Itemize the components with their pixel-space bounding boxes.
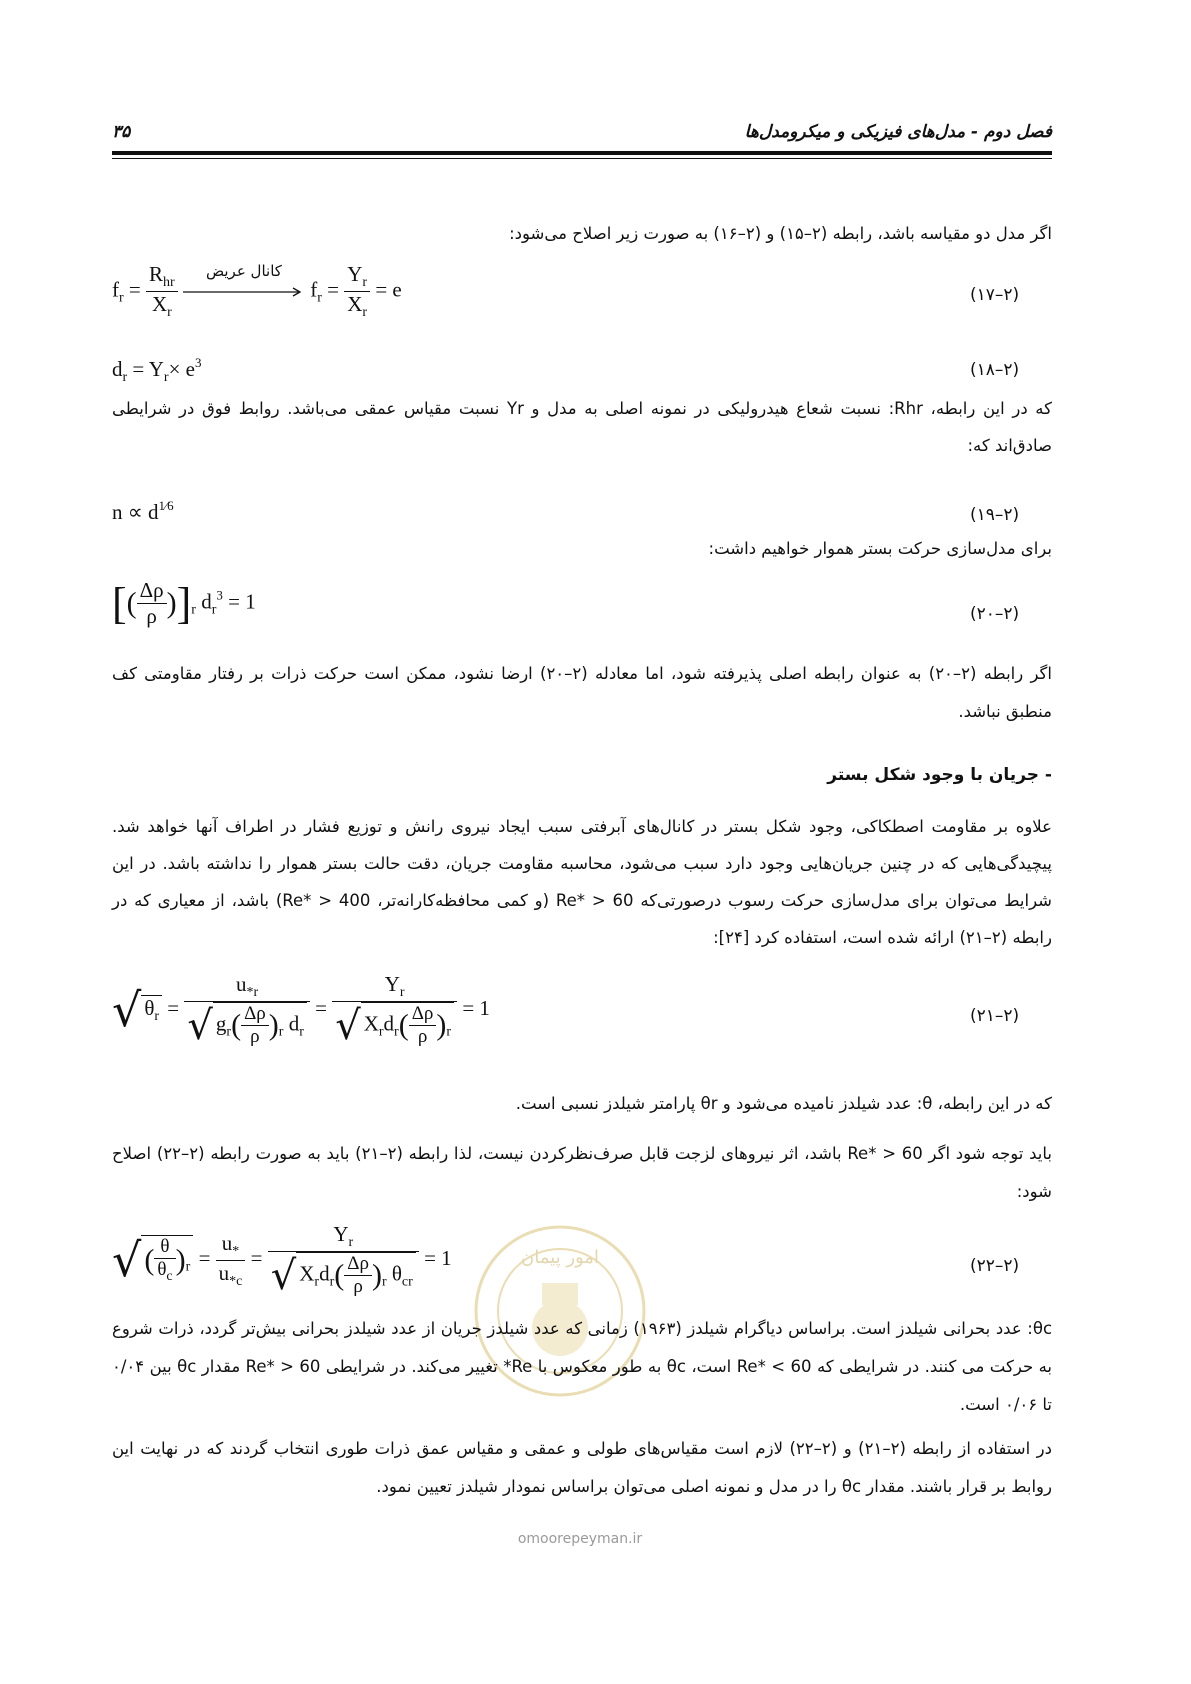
page-number: ۳۵ [112,122,131,142]
equation-number-20: (۲۰–۲) [970,604,1020,624]
paragraph-intro: اگر مدل دو مقیاسه باشد، رابطه (۲–۱۵) و (۲–۱۶) به صورت زیر اصلاح می‌شود: [509,224,1052,243]
equation-number-18: (۱۸–۲) [970,360,1020,380]
equation-number-17: (۱۷–۲) [970,285,1020,305]
paragraph-condition: اگر رابطه (۲–۲۰) به عنوان رابطه اصلی پذیرفته شود، اما معادله (۲–۲۰) ارضا نشود، ممکن است حرکت ذرات بر رفتار مقاومتی کف منطبق نباشد. [112,664,1052,721]
equation-17: $f_r$ = $\frac{R_{hr}}{X_r}$ کانال عریض $f_r$ = $\frac{Y_r}{X_r}$ = e [112,261,402,320]
equation-22: √ ( $\frac{\theta}{\theta_c}$ )$_r$ = $\frac{u_*}{u_{*c}}$ = $Y_r$ √ $X_rd_r$( $\frac{\Delta\rho}{\rho}$ )$_r$ $\theta_{cr}$ = 1 [112,1222,452,1299]
equation-number-19: (۱۹–۲) [970,505,1020,525]
equation-19: $n \propto d^{1⁄6}$ [112,498,174,524]
paragraph-smooth-bed: برای مدل‌سازی حرکت بستر هموار خواهیم داشت: [708,539,1052,558]
equation-20: [( $\frac{\Delta\rho}{\rho}$ )]$_r$ $d_r^3 = 1$ [112,578,256,628]
paragraph-shields: که در این رابطه، θ: عدد شیلدز نامیده می‌شود و θr پارامتر شیلدز نسبی است. [515,1094,1052,1113]
equation-18: $d_r = Y_r\times e^3$ [112,355,202,385]
paragraph-viscosity: باید توجه شود اگر Re* > 60 باشد، اثر نیروهای لزجت قابل صرف‌نظرکردن نیست، لذا رابطه (۲–۲۱) باید به صورت رابطه (۲–۲۲) اصلاح شود: [112,1144,1053,1201]
paragraph-bedform: علاوه بر مقاومت اصطکاکی، وجود شکل بستر در کانال‌های آبرفتی سبب ایجاد نیروی رانش و توزیع فشار در اطراف آنها خواهد شد. پیچیدگی‌هایی که در چنین جریان‌هایی وجود دارد سبب می‌شود، محاسبه مقاومت جریان، دقت حالت بستر هموار را نداشته باشد. در این شرایط می‌توان برای مدل‌سازی حرکت رسوب درصورتی‌که Re* > 60 (و کمی محافظه‌کارانه‌تر، Re* > 400) باشد، از معیاری که در رابطه (۲–۲۱) ارائه شده است، استفاده کرد [۲۴]: [112,817,1052,947]
header-rule-thin [112,158,1052,159]
paragraph-definitions: که در این رابطه، Rhr: نسبت شعاع هیدرولیکی در نمونه اصلی به مدل و Yr نسبت مقیاس عمقی می‌باشد. روابط فوق در شرایطی صادق‌اند که: [112,399,1052,455]
equation-number-21: (۲۱–۲) [970,1006,1020,1026]
header-rule-thick [112,151,1052,155]
equation-21: √ $\theta_r$ = $u_{*r}$ √ $g_r$( $\frac{\Delta\rho}{\rho}$ )$_r$ $d_r$ = $Y_r$ √ $X_rd_r$( $\frac{\Delta\rho}{\rho}$ )$_r$ = 1 [112,972,490,1049]
equation-number-22: (۲۲–۲) [970,1256,1020,1276]
chapter-title: فصل دوم - مدل‌های فیزیکی و میکرومدل‌ها [744,122,1052,142]
paragraph-critical-shields: θc: عدد بحرانی شیلدز است. براساس دیاگرام شیلدز (۱۹۶۳) زمانی که عدد شیلدز جریان از عدد شیلدز بحرانی بیش‌تر گردد، ذرات شروع به حرکت می کنند. در شرایطی که Re* < 60 است، θc به طور معکوس با Re* تغییر می‌کند. در شرایطی Re* > 60 مقدار θc بین ۰/۰۴ تا ۰/۰۶ است. [112,1319,1053,1414]
section-heading: - جریان با وجود شکل بستر [827,765,1052,785]
watermark-site: omoorepeyman.ir [517,1531,643,1547]
svg-text:امور پیمان: امور پیمان [521,1247,599,1268]
arrow-right-icon [183,286,305,298]
paragraph-scales: در استفاده از رابطه (۲–۲۱) و (۲–۲۲) لازم است مقیاس‌های طولی و عمقی و مقیاس عمق ذرات طوری انتخاب گردند که در نهایت این روابط بر قرار باشند. مقدار θc را در مدل و نمونه اصلی می‌توان براساس نمودار شیلدز تعیین نمود. [112,1439,1052,1496]
